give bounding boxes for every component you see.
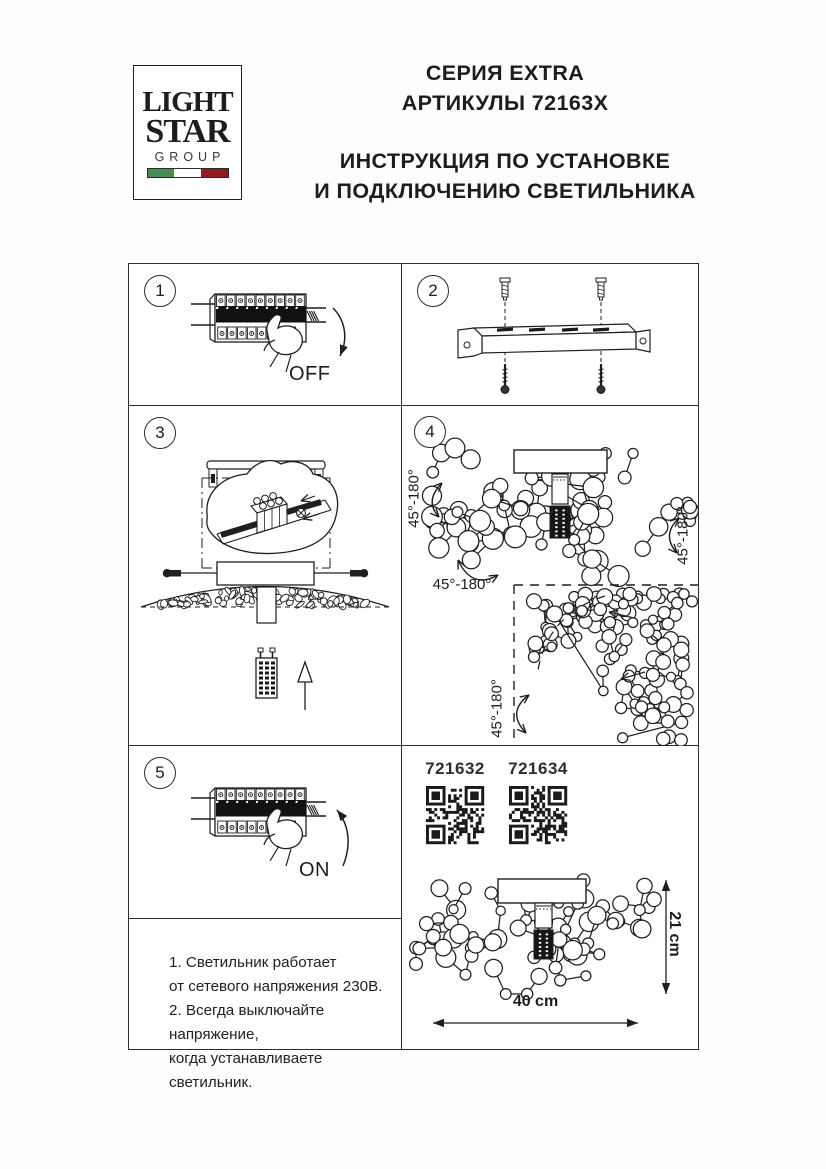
product-code-right: 721634 [508, 759, 568, 778]
step-1-number-badge: 1 [144, 275, 176, 307]
height-dimension-label: 21 cm [666, 911, 683, 957]
logo-word-group: GROUP [154, 149, 226, 164]
articles-title: АРТИКУЛЫ 72163X [401, 91, 609, 115]
notes-panel [129, 919, 402, 1091]
canopy-wiring-diagram [129, 406, 402, 746]
rotation-label-bottom-left: 45°-180° [432, 576, 492, 593]
step-3-number-badge: 3 [144, 417, 176, 449]
on-label: ON [299, 859, 330, 881]
rotation-label-right: 45°-180° [674, 506, 692, 565]
step-3-panel [129, 406, 402, 746]
note-line: 1. Светильник работает [169, 954, 337, 971]
step-4-panel [402, 406, 698, 746]
flag-red-segment [201, 169, 228, 177]
logo-word-light: LIGHT [142, 85, 233, 118]
instruction-title-line2: И ПОДКЛЮЧЕНИЮ СВЕТИЛЬНИКА [314, 179, 696, 203]
flag-white-segment [174, 169, 201, 177]
flag-green-segment [148, 169, 175, 177]
step-2-number-badge: 2 [417, 275, 449, 307]
rotation-label-inset: 45°-180° [488, 679, 506, 738]
note-line: 2. Всегда выключайте напряжение, [169, 1002, 325, 1043]
step-5-panel [129, 746, 402, 919]
notes-text [169, 951, 384, 1095]
note-line: от сетевого напряжения 230В. [169, 978, 383, 995]
step-5-number-badge: 5 [144, 757, 176, 789]
product-panel [402, 746, 698, 1049]
rotation-label-left: 45°-180° [405, 469, 423, 528]
product-code-left: 721632 [425, 759, 485, 778]
series-title: СЕРИЯ EXTRA [425, 61, 585, 85]
step-1-panel [129, 264, 402, 406]
note-line: когда устанавливаете светильник. [169, 1050, 323, 1091]
logo-word-star: STAR [145, 112, 230, 150]
steps-grid [128, 263, 699, 1091]
italian-flag-stripe [147, 168, 229, 178]
step-4-number-badge: 4 [414, 416, 446, 448]
header-titles [310, 58, 700, 206]
instruction-title-line1: ИНСТРУКЦИЯ ПО УСТАНОВКЕ [339, 149, 671, 173]
width-dimension-label: 40 cm [512, 993, 559, 1010]
lightstar-logo [133, 65, 242, 200]
off-label: OFF [289, 363, 331, 385]
step-2-panel [402, 264, 698, 406]
